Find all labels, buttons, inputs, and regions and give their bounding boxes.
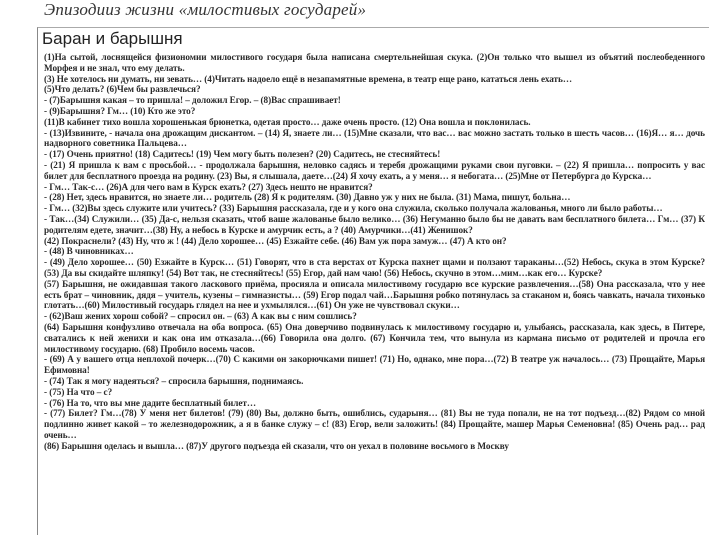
paragraph: (11)В кабинет тихо вошла хорошенькая брюнетка, одетая просто… даже очень просто. (12) Она вошла и поклонилась. bbox=[44, 116, 531, 127]
paragraph: - (48) В чиновниках… bbox=[44, 246, 134, 257]
content-frame bbox=[37, 27, 709, 535]
paragraph: (1)На сытой, лоснящейся физиономии милостивого государя была написана смертельнейшая скука. (2)Он только что вышел из объятий послеобеденного Морфея и не знал, что ему делать. bbox=[44, 52, 705, 73]
story-text bbox=[38, 50, 709, 451]
story-subtitle: Баран и барышня bbox=[42, 29, 183, 48]
paragraph: - Так…(34) Служили… (35) Да-с, нельзя сказать, чтоб ваше жалованье было велико… (36) Негуманно было бы не давать вам бесплатного билета… Гм… (37) К родителям едете, значит…(38) Ну, а небось в Курске и амурчик есть, а ? (40) Амурчики…(41) Женишок? bbox=[44, 213, 705, 235]
paragraph: - (28) Нет, здесь нравится, но знаете ли… родитель (28) Я к родителям. (30) Давно уж у них не была. (31) Мама, пишут, больна… bbox=[44, 192, 571, 203]
paragraph: - (74) Так я могу надеяться? – спросила барышня, поднимаясь. bbox=[44, 375, 304, 386]
paragraph: (86) Барышня оделась и вышла… (87)У другого подъезда ей сказали, что он уехал в половине восьмого в Москву bbox=[44, 440, 509, 451]
paragraph: - (76) На то, что вы мне дадите бесплатный билет… bbox=[44, 397, 256, 408]
paragraph: - Гм… (32)Вы здесь служите или учитесь? (33) Барышня рассказала, где и у кого она служила, сколько получала жалованья, много ли было работы… bbox=[44, 203, 663, 214]
paragraph: (42) Покраснели? (43) Ну, что ж ! (44) Дело хорошее… (45) Езжайте себе. (46) Вам уж пора замуж… (47) А кто он? bbox=[44, 235, 507, 246]
paragraph: - (13)Извините, - начала она дрожащим дискантом. – (14) Я, знаете ли… (15)Мне сказали, что вас… вас можно застать только в шесть часов… (16)Я… я… дочь надворного советника Пальцева… bbox=[44, 127, 705, 149]
paragraph: (3) Не хотелось ни думать, ни зевать… (4)Читать надоело ещё в незапамятные времена, в театр еще рано, кататься лень ехать… bbox=[44, 73, 572, 84]
paragraph: - (7)Барышня какая – то пришла! – доложил Егор. – (8)Вас спрашивает! bbox=[44, 95, 341, 106]
page-title: Эпизодииз жизни «милостивых государей» bbox=[44, 0, 367, 19]
paragraph: - (62)Ваш жених хорош собой? – спросил он. – (63) А как вы с ним сошлись? bbox=[44, 311, 357, 322]
paragraph: (5)Что делать? (6)Чем бы развлечься? bbox=[44, 84, 201, 95]
paragraph: - (77) Билет? Гм…(78) У меня нет билетов! (79) (80) Вы, должно быть, ошиблись, сударыня… (81) Вы не туда попали, не на тот подъезд…(82) Рядом со мной подлинно живет какой – то железнодорожник, а я в банке служу – с! (83) Егор, вели заложить! (84) Прощайте, машер Марья Семеновна! (85) Очень рад… рад очень… bbox=[44, 408, 705, 440]
paragraph: - (49) Дело хорошее… (50) Езжайте в Курск… (51) Говорят, что в ста верстах от Курска пахнет щами и ползают тараканы…(52) Небось, скука в этом Курске? (53) Да вы скидайте шляпку! (54) Вот так, не стесняйтесь! (55) Егор, дай нам чаю! (56) Небось, скучно в этом…мим…как его… Курске? bbox=[44, 257, 705, 278]
paragraph: - Гм… Так-с… (26)А для чего вам в Курск ехать? (27) Здесь нешто не нравится? bbox=[44, 181, 373, 192]
paragraph: - (21) Я пришла к вам с просьбой… - продолжала барышня, неловко садясь и теребя дрожащими руками свои пуговки. – (22) Я пришла… попросить у вас билет для бесплатного проезда на родину. (23) Вы, я слышала, даете…(24) Я хочу ехать, а у меня… я небогата… (25)Мне от Петербурга до Курска… bbox=[44, 159, 705, 181]
paragraph: - (69) А у вашего отца неплохой почерк…(70) С какими он закорючками пишет! (71) Но, однако, мне пора…(72) В театре уж началось… (73) Прощайте, Марья Ефимовна! bbox=[44, 354, 705, 376]
paragraph: (57) Барышня, не ожидавшая такого ласкового приёма, просияла и описала милостивому государю все курские развлечения…(58) Она рассказала, что у нее есть брат – чиновник, дядя – учитель, кузены – гимназисты… (59) Егор подал чай…Барышня робко потянулась за стаканом и, боясь чавкать, начала тихонько глотать…(60) Милостивый государь глядел на нее и ухмылялся…(61) Он уже не чувствовал скуки… bbox=[44, 278, 705, 311]
paragraph: - (17) Очень приятно! (18) Садитесь! (19) Чем могу быть полезен? (20) Садитесь, не стесняйтесь! bbox=[44, 149, 441, 160]
paragraph: - (9)Барышня? Гм… (10) Кто же это? bbox=[44, 105, 196, 116]
paragraph: - (75) На что – с? bbox=[44, 386, 113, 397]
paragraph: (64) Барышня конфузливо отвечала на оба вопроса. (65) Она доверчиво подвинулась к милостивому государю и, улыбаясь, рассказала, как здесь, в Питере, сватались к ней женихи и как она им отказала…(66) Говорила она долго. (67) Кончила тем, что вынула из кармана письмо от родителей и прочла его милостивому государю. (68) Пробило восемь часов. bbox=[44, 321, 705, 354]
